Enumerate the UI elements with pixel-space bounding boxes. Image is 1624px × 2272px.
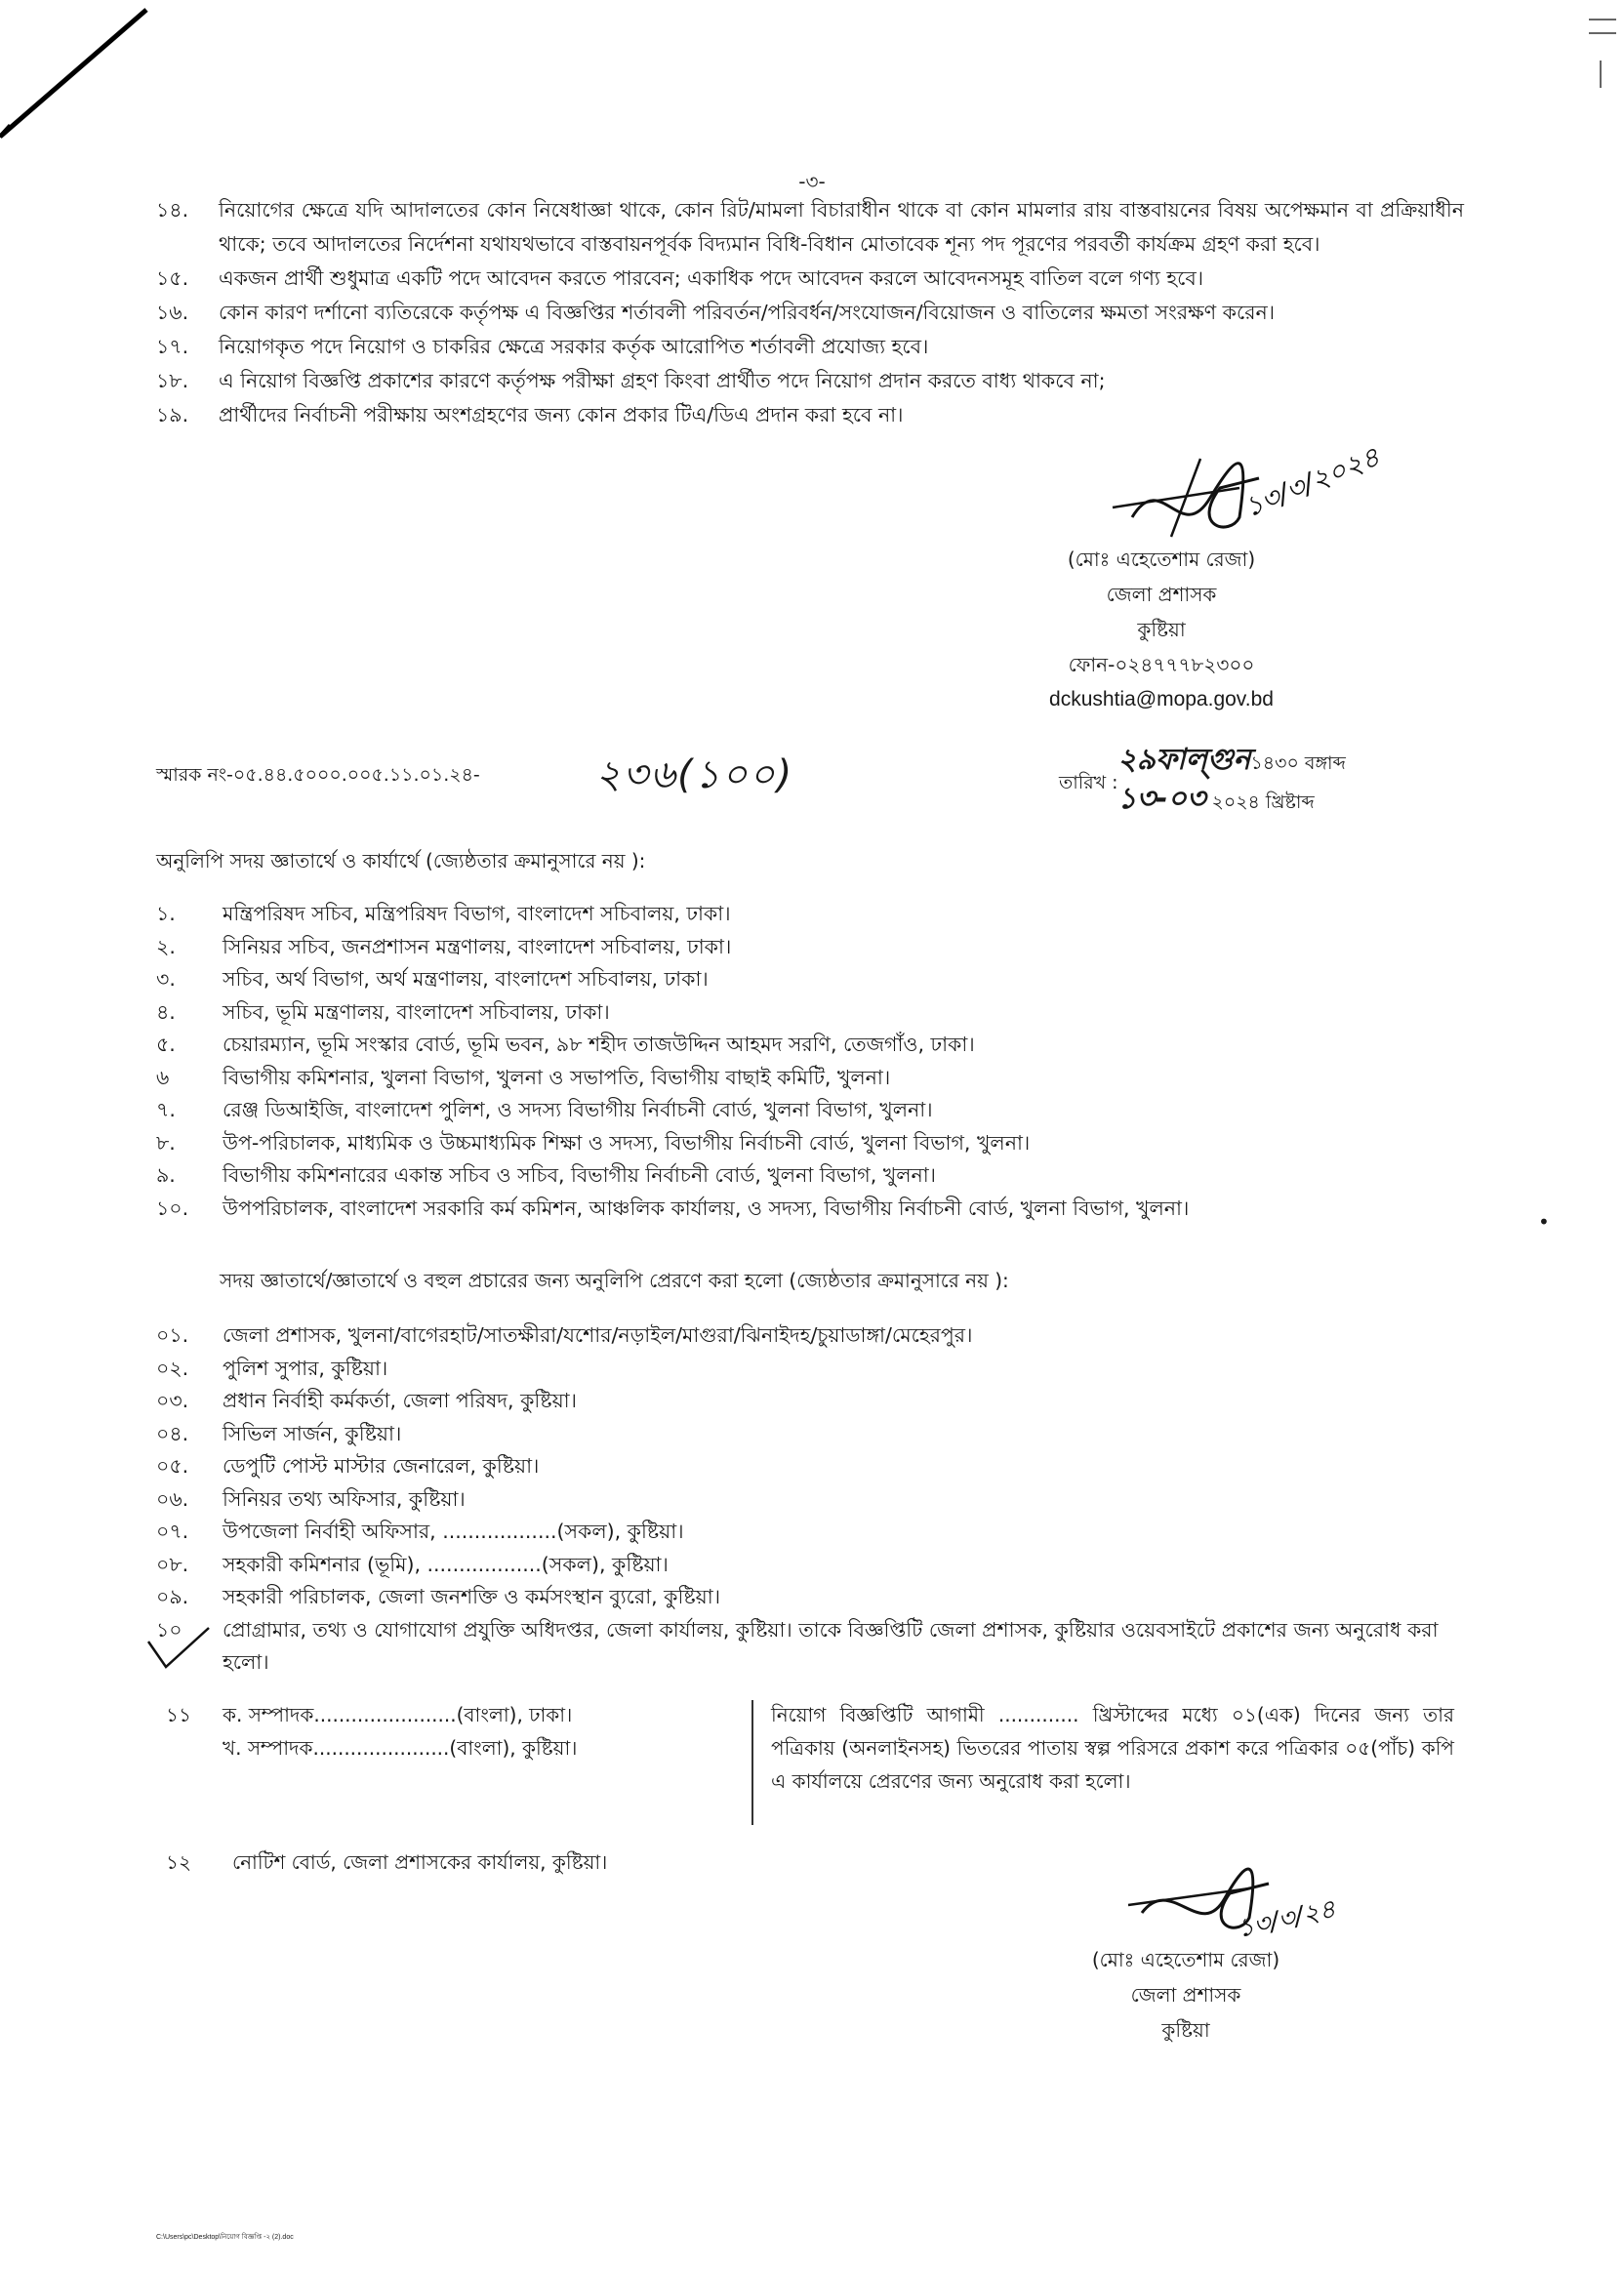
page-number: -৩- [798, 170, 826, 193]
list-item [156, 963, 1483, 996]
list-item-number: ৪. [156, 999, 176, 1024]
stray-mark: • [1538, 1210, 1550, 1234]
list-item [156, 1029, 1483, 1062]
list-item-number: ২. [156, 934, 176, 958]
term-text: কোন কারণ দর্শানো ব্যতিরেকে কর্তৃপক্ষ এ বিজ্ঞপ্তির শর্তাবলী পরিবর্তন/পরিবর্ধন/সংযোজন/বিয়োজন ও বাতিলের ক্ষমতা সংরক্ষণ করেন। [219, 301, 1276, 324]
notice-board-text: নোটিশ বোর্ড, জেলা প্রশাসকের কার্যালয়, কুষ্টিয়া। [232, 1850, 608, 1874]
list-item [156, 1193, 1483, 1226]
date-label: তারিখ : [1059, 772, 1118, 793]
list-item-text: রেঞ্জ ডিআইজি, বাংলাদেশ পুলিশ, ও সদস্য বিভাগীয় নির্বাচনী বোর্ড, খুলনা বিভাগ, খুলনা। [223, 1098, 933, 1121]
list-item-text: সচিব, অর্থ বিভাগ, অর্থ মন্ত্রণালয়, বাংলাদেশ সচিবালয়, ঢাকা। [223, 967, 709, 991]
list-item-number: ০২. [156, 1356, 189, 1380]
signatory-phone: ফোন-০২৪৭৭৭৮২৩০০ [1068, 653, 1255, 676]
signatory-name: (মোঃ এহেতেশাম রেজা) [1091, 1948, 1280, 1971]
press-editors [223, 1698, 769, 1765]
press-note: নিয়োগ বিজ্ঞপ্তিটি আগামী ............. খ্রিস্টাব্দের মধ্যে ০১(এক) দিনের জন্য তার পত্রিকায় (অনলাইনসহ) ভিতরের পাতায় স্বল্প পরিসরে প্রকাশ করে পত্রিকার ০৫(পাঁচ) কপি এ কার্যালয়ে প্রেরণের জন্য অনুরোধ করা হলো। [771, 1703, 1454, 1793]
list-item-text: বিভাগীয় কমিশনারের একান্ত সচিব ও সচিব, বিভাগীয় নির্বাচনী বোর্ড, খুলনা বিভাগ, খুলনা। [223, 1163, 936, 1187]
press-editor-dhaka: ক. সম্পাদক.......................(বাংলা), ঢাকা। [223, 1703, 573, 1726]
list-item-text: সিনিয়র তথ্য অফিসার, কুষ্টিয়া। [223, 1486, 466, 1511]
terms-list [156, 193, 1464, 432]
list-item [156, 1614, 1483, 1680]
press-divider [751, 1700, 753, 1825]
notice-board-item [156, 1848, 1035, 1881]
list-item [156, 1516, 1483, 1549]
list-item [156, 1549, 1483, 1582]
list-item [156, 1319, 1483, 1353]
term-text: একজন প্রার্থী শুধুমাত্র একটি পদে আবেদন করতে পারবেন; একাধিক পদে আবেদন করলে আবেদনসমূহ বাতিল বলে গণ্য হবে। [219, 266, 1204, 290]
list-item-text: প্রোগ্রামার, তথ্য ও যোগাযোগ প্রযুক্তি অধিদপ্তর, জেলা কার্যালয়, কুষ্টিয়া। তাকে বিজ্ঞপ্তিটি জেলা প্রশাসক, কুষ্টিয়ার ওয়েবসাইটে প্রকাশের জন্য অনুরোধ করা হলো। [223, 1617, 1439, 1674]
list-item [156, 931, 1483, 964]
list-item-text: বিভাগীয় কমিশনার, খুলনা বিভাগ, খুলনা ও সভাপতি, বিভাগীয় বাছাই কমিটি, খুলনা। [223, 1065, 891, 1089]
list-item [156, 1353, 1483, 1386]
term-number: ১৮. [156, 369, 189, 392]
list-item-number: ০৩. [156, 1389, 189, 1412]
list-item-text: সচিব, ভূমি মন্ত্রণালয়, বাংলাদেশ সচিবালয়, ঢাকা। [223, 999, 610, 1024]
list-item-number: ০৮. [156, 1552, 189, 1576]
list-item-text: জেলা প্রশাসক, খুলনা/বাগেরহাট/সাতক্ষীরা/যশোর/নড়াইল/মাগুরা/ঝিনাইদহ/চুয়াডাঙ্গা/মেহেরপুর। [223, 1323, 973, 1347]
list-item [156, 1581, 1483, 1614]
list-item-number: ০৪. [156, 1421, 189, 1445]
list-item [156, 898, 1483, 931]
list-item [156, 1450, 1483, 1483]
date-gregorian-printed: ২০২৪ খ্রিষ্টাব্দ [1211, 791, 1315, 813]
date-gregorian-handwritten: ১৩-০৩ [1117, 782, 1206, 816]
signature-scribble-bottom [1122, 1845, 1386, 1952]
date-bengali-printed: ১৪৩০ বঙ্গাব্দ [1250, 752, 1346, 774]
list-item-number: ০৬. [156, 1486, 189, 1511]
list-item-number: ৫. [156, 1033, 176, 1056]
term-item [156, 262, 1464, 296]
signatory-district: কুষ্টিয়া [1161, 2018, 1210, 2042]
signatory-email: dckushtia@mopa.gov.bd [1049, 688, 1274, 710]
term-item [156, 296, 1464, 330]
signature-block-bottom [1044, 1942, 1327, 2048]
term-text: নিয়োগকৃত পদে নিয়োগ ও চাকরির ক্ষেত্রে সরকার কর্তৃক আরোপিত শর্তাবলী প্রযোজ্য হবে। [219, 335, 929, 358]
press-editor-kushtia: খ. সম্পাদক......................(বাংলা), কুষ্টিয়া। [223, 1736, 578, 1760]
scan-edge-marks [1581, 0, 1624, 98]
signatory-district: কুষ্টিয়া [1137, 618, 1186, 641]
list-item-number: ৬ [156, 1065, 170, 1089]
signatory-designation: জেলা প্রশাসক [1130, 1983, 1241, 2007]
press-section [156, 1698, 1464, 1835]
copy-intro-secondary: সদয় জ্ঞাতার্থে/জ্ঞাতার্থে ও বহুল প্রচারের জন্য অনুলিপি প্রেরণে করা হলো (জ্যেষ্ঠতার ক্রমানুসারে নয় ): [220, 1269, 1009, 1292]
list-item-number: ০৭. [156, 1520, 189, 1543]
list-item-text: সহকারী কমিশনার (ভূমি), ..................(সকল), কুষ্টিয়া। [223, 1552, 669, 1576]
signature-scribble [1103, 429, 1396, 556]
list-item-text: সিভিল সার্জন, কুষ্টিয়া। [223, 1421, 402, 1445]
checkmark-icon [144, 1624, 213, 1673]
list-item [156, 1385, 1483, 1418]
list-item-text: ডেপুটি পোস্ট মাস্টার জেনারেল, কুষ্টিয়া। [223, 1454, 540, 1478]
term-text: প্রার্থীদের নির্বাচনী পরীক্ষায় অংশগ্রহণের জন্য কোন প্রকার টিএ/ডিএ প্রদান করা হবে না। [219, 403, 904, 426]
list-item-number: ৮. [156, 1130, 176, 1155]
signature-block-top [1015, 542, 1308, 717]
date-bengali-handwritten: ২৯ফাল্গুন [1117, 743, 1251, 777]
list-item-text: সহকারী পরিচালক, জেলা জনশক্তি ও কর্মসংস্থান ব্যুরো, কুষ্টিয়া। [223, 1585, 721, 1608]
list-item-number: ১০. [156, 1196, 189, 1220]
list-item-text: উপপরিচালক, বাংলাদেশ সরকারি কর্ম কমিশন, আঞ্চলিক কার্যালয়, ও সদস্য, বিভাগীয় নির্বাচনী বোর্ড, খুলনা বিভাগ, খুলনা। [223, 1196, 1190, 1220]
list-item-text: প্রধান নির্বাহী কর্মকর্তা, জেলা পরিষদ, কুষ্টিয়া। [223, 1389, 577, 1412]
list-item-number: ৩. [156, 967, 176, 991]
term-item [156, 193, 1464, 262]
list-item-number: ০৯. [156, 1585, 189, 1608]
list-item [156, 1062, 1483, 1095]
signature-date: ১৩/৩/২৪ [1235, 1894, 1339, 1944]
term-text: এ নিয়োগ বিজ্ঞপ্তি প্রকাশের কারণে কর্তৃপক্ষ পরীক্ষা গ্রহণ কিংবা প্রার্থীত পদে নিয়োগ প্রদান করতে বাধ্য থাকবে না; [219, 369, 1106, 392]
term-number: ১৪. [156, 198, 189, 222]
copy-intro-primary: অনুলিপি সদয় জ্ঞাতার্থে ও কার্যার্থে (জ্যেষ্ঠতার ক্রমানুসারে নয় ): [156, 849, 646, 872]
notice-board-number: ১২ [166, 1850, 191, 1874]
list-item [156, 1483, 1483, 1517]
scan-corner-mark [0, 0, 195, 156]
list-item [156, 1094, 1483, 1127]
term-item [156, 364, 1464, 398]
copy-list-primary [156, 898, 1483, 1225]
term-number: ১৯. [156, 403, 189, 426]
term-item [156, 398, 1464, 432]
list-item-text: চেয়ারম্যান, ভূমি সংস্কার বোর্ড, ভূমি ভবন, ৯৮ শহীদ তাজউদ্দিন আহমদ সরণি, তেজগাঁও, ঢাকা। [223, 1033, 975, 1056]
copy-list-secondary [156, 1319, 1483, 1680]
list-item [156, 1127, 1483, 1160]
list-item-number: ৯. [156, 1163, 176, 1187]
list-item-number: ১. [156, 902, 176, 925]
memo-number-label: স্মারক নং-০৫.৪৪.৫০০০.০০৫.১১.০১.২৪- [156, 764, 480, 786]
footer-file-path: C:\Users\pc\Desktop\নিয়োগ বিজ্ঞপ্তি -২ (2).doc [156, 2234, 294, 2241]
term-item [156, 330, 1464, 364]
signatory-designation: জেলা প্রশাসক [1106, 583, 1217, 606]
list-item [156, 1159, 1483, 1193]
term-number: ১৭. [156, 335, 189, 358]
signature-date: ১৩/৩/২০২৪ [1239, 440, 1385, 524]
list-item-text: পুলিশ সুপার, কুষ্টিয়া। [223, 1356, 388, 1380]
press-number: ১১ [166, 1703, 191, 1726]
list-item-number: ১০ [156, 1617, 183, 1642]
signatory-name: (মোঃ এহেতেশাম রেজা) [1067, 548, 1256, 571]
list-item-number: ৭. [156, 1098, 176, 1121]
list-item-text: মন্ত্রিপরিষদ সচিব, মন্ত্রিপরিষদ বিভাগ, বাংলাদেশ সচিবালয়, ঢাকা। [223, 902, 731, 925]
date-gregorian-line [1117, 775, 1315, 825]
list-item [156, 1418, 1483, 1451]
term-number: ১৬. [156, 301, 189, 324]
list-item-text: উপ-পরিচালক, মাধ্যমিক ও উচ্চমাধ্যমিক শিক্ষা ও সদস্য, বিভাগীয় নির্বাচনী বোর্ড, খুলনা বিভাগ, খুলনা। [223, 1130, 1031, 1155]
term-number: ১৫. [156, 266, 189, 290]
term-text: নিয়োগের ক্ষেত্রে যদি আদালতের কোন নিষেধাজ্ঞা থাকে, কোন রিট/মামলা বিচারাধীন থাকে বা কোন মামলার রায় বাস্তবায়নের বিষয় অপেক্ষমান বা প্রক্রিয়াধীন থাকে; তবে আদালতের নির্দেশনা যথাযথভাবে বাস্তবায়নপূর্বক বিদ্যমান বিধি-বিধান মোতাবেক শূন্য পদ পূরণের পরবর্তী কার্যক্রম গ্রহণ করা হবে। [219, 198, 1464, 256]
memo-number-handwritten: ২৩৬(১০০) [595, 752, 794, 797]
list-item-text: উপজেলা নির্বাহী অফিসার, ..................(সকল), কুষ্টিয়া। [223, 1520, 684, 1543]
list-item-number: ০৫. [156, 1454, 189, 1478]
list-item [156, 996, 1483, 1030]
list-item-text: সিনিয়র সচিব, জনপ্রশাসন মন্ত্রণালয়, বাংলাদেশ সচিবালয়, ঢাকা। [223, 934, 732, 958]
list-item-number: ০১. [156, 1323, 189, 1347]
